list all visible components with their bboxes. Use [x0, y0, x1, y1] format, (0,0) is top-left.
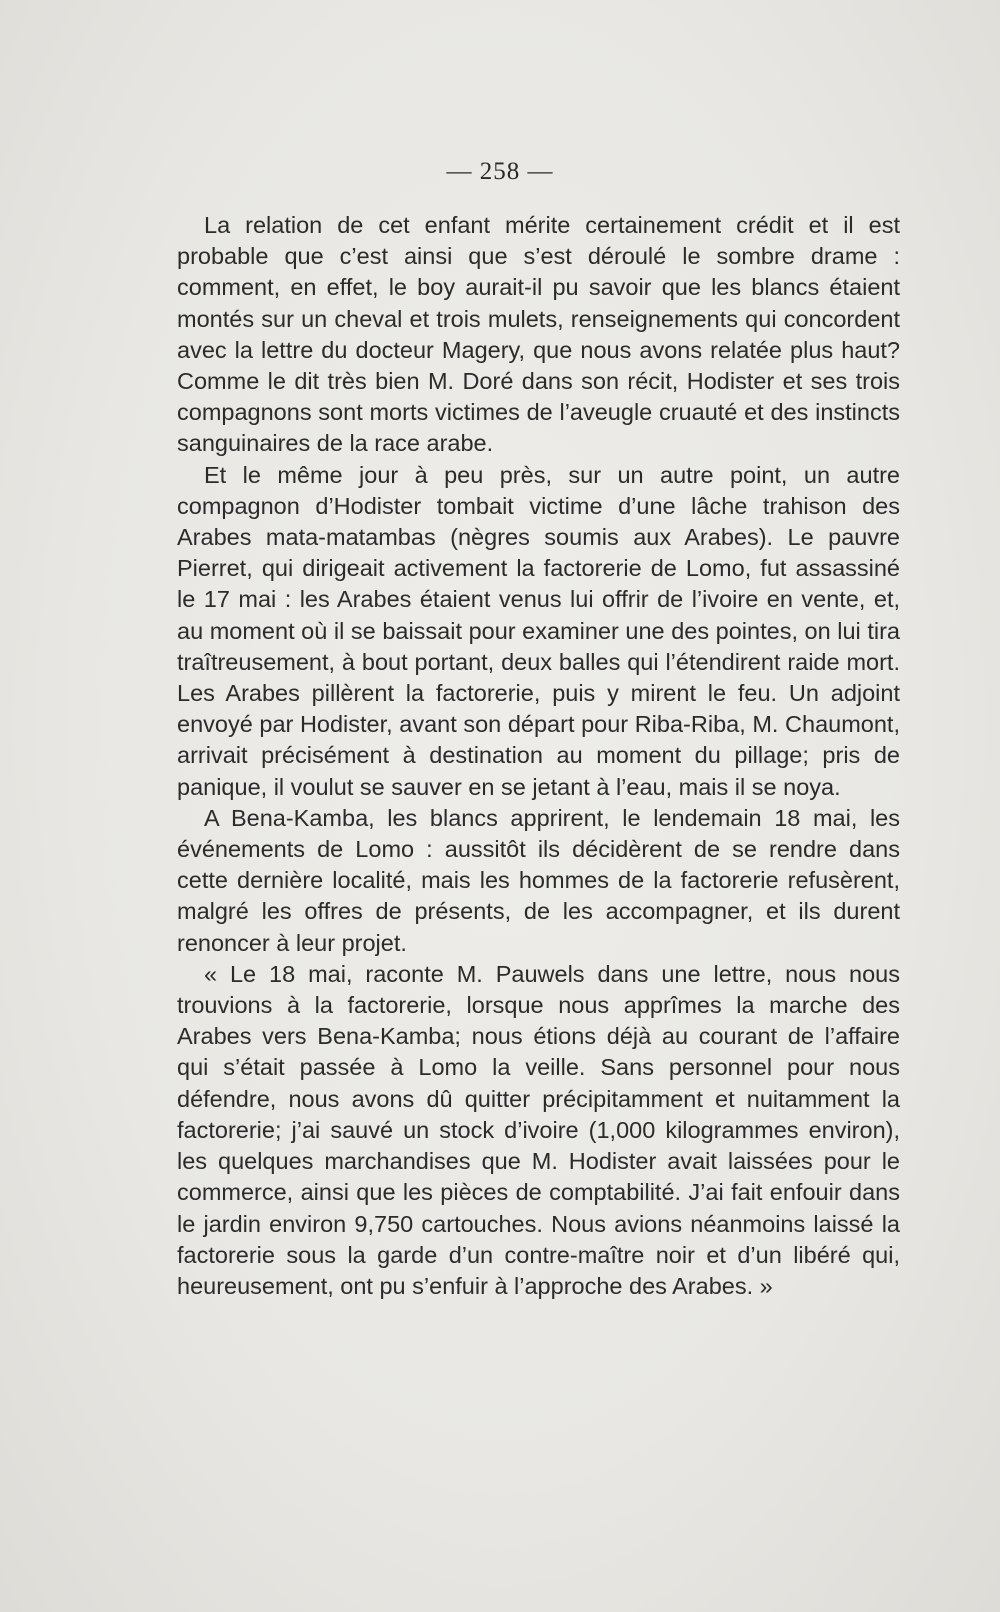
paragraph-3: A Bena-Kamba, les blancs apprirent, le lendemain 18 mai, les événements de Lomo : aussitôt ils décidèrent de se rendre dans cette dernière localité, mais les hommes de la factorerie refusèrent, malgré les offres de présents, de les accompagner, et ils durent renoncer à leur projet. — [177, 804, 900, 956]
paragraph-4: « Le 18 mai, raconte M. Pauwels dans une lettre, nous nous trouvions à la factorerie, lorsque nous apprîmes la marche des Arabes vers Bena-Kamba; nous étions déjà au courant de l’affaire qui s’était passée à Lomo la veille. Sans personnel pour nous défendre, nous avons dû quitter précipitamment et nuitamment la factorerie; j’ai sauvé un stock d’ivoire (1,000 kilogrammes environ), les quelques marchandises que M. Hodister avait laissées pour le commerce, ainsi que les pièces de comptabilité. J’ai fait enfouir dans le jardin environ 9,750 cartouches. Nous avions néanmoins laissé la factorerie sous la garde d’un contre-maître noir et d’un libéré qui, heureusement, ont pu s’enfuir à l’approche des Arabes. » — [177, 960, 900, 1299]
body-text — [177, 210, 900, 1302]
paragraph-1: La relation de cet enfant mérite certainement crédit et il est probable que c’est ainsi que s’est déroulé le sombre drame : comment, en effet, le boy aurait-il pu savoir que les blancs étaient montés sur un cheval et trois mulets, renseignements qui concordent avec la lettre du docteur Magery, que nous avons relatée plus haut? Comme le dit très bien M. Doré dans son récit, Hodister et ses trois compagnons sont morts victimes de l’aveugle cruauté et des instincts sanguinaires de la race arabe. — [177, 212, 900, 457]
paragraph-2: Et le même jour à peu près, sur un autre point, un autre compagnon d’Hodister tombait victime d’une lâche trahison des Arabes mata-matambas (nègres soumis aux Arabes). Le pauvre Pierret, qui dirigeait activement la factorerie de Lomo, fut assassiné le 17 mai : les Arabes étaient venus lui offrir de l’ivoire en vente, et, au moment où il se baissait pour examiner une des pointes, on lui tira traîtreusement, à bout portant, deux balles qui l’étendirent raide mort. Les Arabes pillèrent la factorerie, puis y mirent le feu. Un adjoint envoyé par Hodister, avant son départ pour Riba-Riba, M. Chaumont, arrivait précisément à destination au moment du pillage; pris de panique, il voulut se sauver en se jetant à l’eau, mais il se noya. — [177, 461, 900, 800]
page-number: — 258 — — [446, 158, 554, 185]
